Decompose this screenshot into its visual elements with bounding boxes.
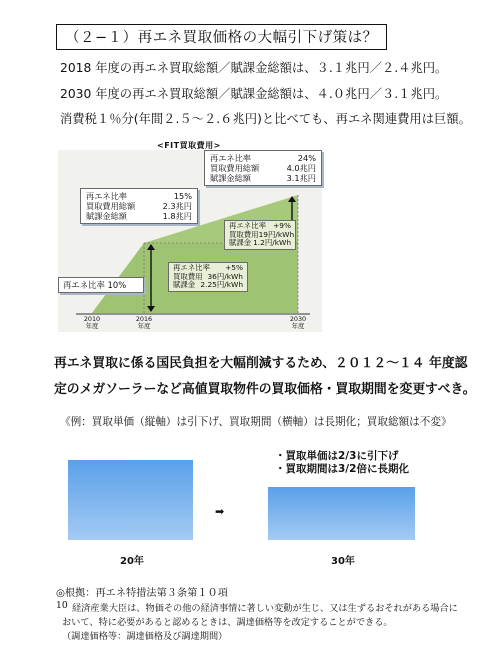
fit-chart-title: <FIT買取費用> [157,141,221,150]
summary-line-2030: 2030 年度の再エネ買取総額／賦課金総額は、４.０兆円／３.１兆円。 [60,87,448,101]
note-period: ・買取期間は3/2倍に長期化 [275,463,409,475]
proposal-line-2: 定のメガソーラーなど高値買取物件の買取価格・買取期間を変更すべき。 [54,382,476,397]
fit-tick-2010: 2010 年度 [83,315,101,330]
caption-20-years: 20年 [120,556,144,567]
callout-2016: 再エネ比率 15% 買取費用総額 2.3兆円 賦課金総額 1.8兆円 [80,188,198,224]
box-30-years [268,487,415,540]
box-20-years [68,460,193,540]
fit-tick-2016: 2016 年度 [135,315,153,330]
callout-delta-lower: 再エネ比率 +5% 買取費用 36円/kWh 賦課金 2.25円/kWh [168,262,248,292]
summary-line-tax: 消費税１％分(年間２.５〜２.６兆円)と比べても、再エネ関連費用は巨額。 [60,112,471,126]
footer-article-line2: おいて、特に必要があると認めるときは、調達価格等を改定することができる。 [62,617,393,628]
footer-basis: ◎根拠：再エネ特措法第３条第１０項 [56,588,228,599]
fit-tick-2030: 2030 年度 [289,315,307,330]
summary-line-2018: 2018 年度の再エネ買取総額／賦課金総額は、３.１兆円／２.４兆円。 [60,61,448,75]
footer-article-no: 10 [56,600,68,611]
proposal-line-1: 再エネ買取に係る国民負担を大幅削減するため、２０１２〜１４ 年度認 [54,356,468,371]
example-text: 《例：買取単価（縦軸）は引下げ、買取期間（横軸）は長期化；買取総額は不変》 [60,416,452,428]
footer-article-line1: 経済産業大臣は、物価その他の経済事情に著しい変動が生じ、又は生ずるおそれがある場合に [72,603,458,614]
arrow-right-icon: ➡ [215,505,225,518]
section-title: （２−１）再エネ買取価格の大幅引下げ策は？ [56,24,387,50]
fit-chart [58,150,322,332]
footer-article-line3: （調達価格等：調達価格及び調達期間） [62,631,228,642]
caption-30-years: 30年 [331,556,355,567]
callout-2030: 再エネ比率 24% 買取費用総額 4.0兆円 賦課金総額 3.1兆円 [204,150,322,186]
callout-delta-upper: 再エネ比率 +9% 買取費用 19円/kWh 賦課金 1.2円/kWh [224,220,296,250]
callout-base: 再エネ比率 10% [58,277,144,293]
note-price: ・買取単価は2/3に引下げ [275,450,399,462]
